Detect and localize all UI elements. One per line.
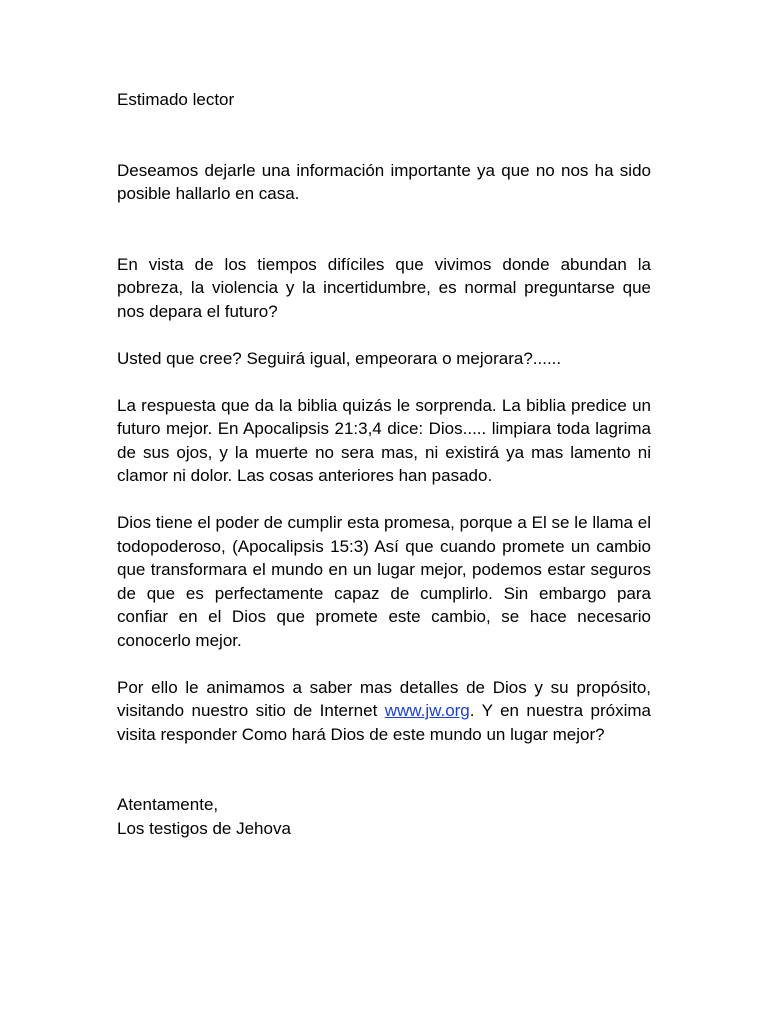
invitation-text-after: . Y en nuestra próxima visita responder Como hará Dios de este mundo un lugar mejor? [117, 701, 652, 744]
paragraph-invitation [117, 676, 651, 747]
paragraph-intro: Deseamos dejarle una información importante ya que no nos ha sido posible hallarlo en casa. [117, 160, 651, 203]
paragraph-difficult-times: En vista de los tiempos difíciles que vivimos donde abundan la pobreza, la violencia y la incertidumbre, es normal preguntarse que nos depara el futuro? [117, 254, 651, 321]
signature: Los testigos de Jehova [117, 818, 291, 838]
closing-salutation: Atentamente, [117, 795, 219, 814]
invitation-text-before: Por ello le animamos a saber mas detalles de Dios y su propósito, visitando nuestro sitio de Internet [117, 677, 651, 720]
paragraph-bible-answer: La respuesta que da la biblia quizás le sorprenda. La biblia predice un futuro mejor. En Apocalipsis 21:3,4 dice: Dios..... limpiara toda lagrima de sus ojos, y la muerte no sera mas, ni existirá ya mas lamento ni clamor ni dolor. Las cosas anteriores han pasado. [117, 395, 651, 485]
closing-block [117, 793, 651, 840]
letter-body [117, 88, 651, 840]
paragraph-god-power: Dios tiene el poder de cumplir esta promesa, porque a El se le llama el todopoderoso, (Apocalipsis 15:3) Así que cuando promete un cambio que transformara el mundo en un lugar mejor, podemos estar seguros de que es perfectamente capaz de cumplirlo. Sin embargo para confiar en el Dios que promete este cambio, se hace necesario conocerlo mejor. [117, 513, 651, 650]
greeting: Estimado lector [117, 90, 235, 109]
website-link[interactable]: www.jw.org [384, 701, 470, 720]
paragraph-question: Usted que cree? Seguirá igual, empeorara o mejorara?...... [117, 348, 562, 368]
